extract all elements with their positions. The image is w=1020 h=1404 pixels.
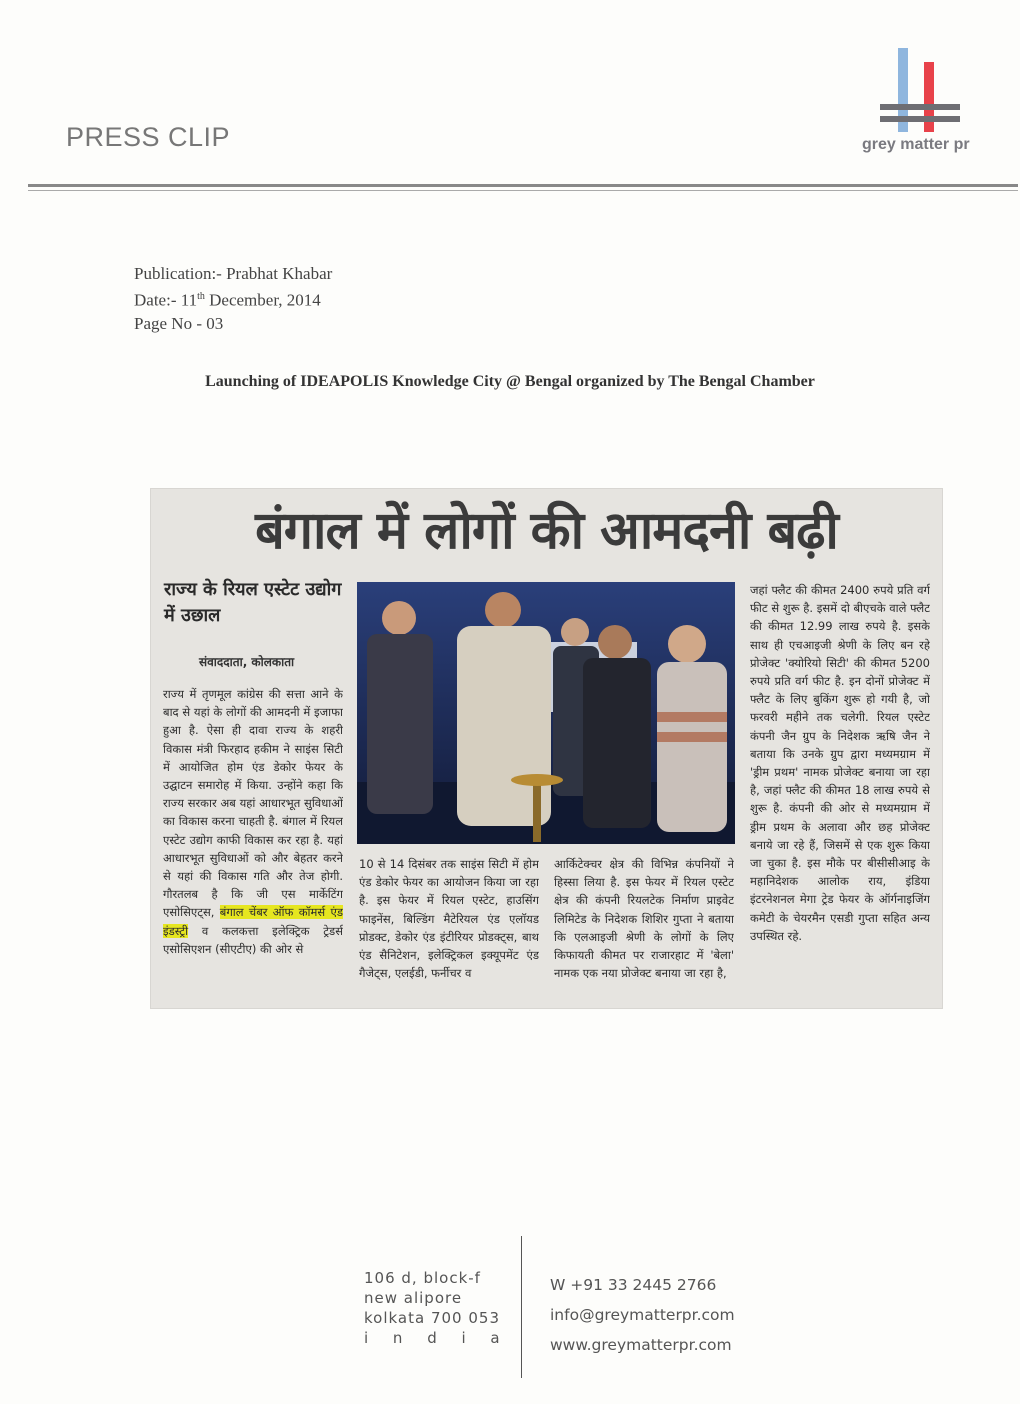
article-headline: बंगाल में लोगों की आमदनी बढ़ी (255, 501, 838, 561)
highlighted-text: बंगाल चेंबर ऑफ कॉमर्स एंड इंडस्ट्री (163, 905, 343, 938)
footer-email[interactable]: info@greymatterpr.com (550, 1306, 735, 1324)
article-column-4: जहां फ्लैट की कीमत 2400 रुपये प्रति वर्ग फीट से शुरू है. इसमें दो बीएचके वाले फ्लैट की कीमत 12.99 लाख रुपये है. इसके साथ ही एचआइजी श्रेणी के लिए बन रहे प्रोजेक्ट 'क्योरियो सिटी' की कीमत 5200 रुपये प्रति वर्ग फीट है. इन दोनों प्रोजेक्ट में फ्लैट के लिए बुकिंग शुरू हो गयी है, जो फरवरी महीने तक चलेगी. रियल एस्टेट कंपनी जैन ग्रुप के निदेशक ऋषि जैन ने बताया कि उनके ग्रुप द्वारा मध्यमग्राम में 'ड्रीम प्रथम' नामक प्रोजेक्ट बनाया जा रहा है, जहां फ्लैट की कीमत 18 लाख रुपये से शुरू है. कंपनी की ओर से मध्यमग्राम में ड्रीम प्रथम के अलावा और छह प्रोजेक्ट बनाये जा रहे हैं, जिसमें से एक शुरू किया जा चुका है. इस मौके पर बीसीसीआइ के महानिदेशक आलोक राय, इंडिया इंटरनेशनल मेगा ट्रेड फेयर के ऑर्गनाइजिंग कमेटी के चेयरमैन एसडी गुप्ता सहित अन्य उपस्थित रहे. (750, 583, 930, 943)
header-divider (28, 184, 1018, 187)
article-column-1: राज्य में तृणमूल कांग्रेस की सत्ता आने के बाद से यहां के लोगों की आमदनी में इजाफा हुआ है. ऐसा ही दावा राज्य के शहरी विकास मंत्री फिरहाद हकीम ने साइंस सिटी में आयोजित होम एंड डेकोर फेयर के उद्घाटन समारोह में किया. उन्होंने कहा कि राज्य सरकार अब यहां आधारभूत सुविधाओं का विकास करना चाहती है. बंगाल में रियल एस्टेट उद्योग काफी विकास कर रहा है. यहां आधारभूत सुविधाओं को और बेहतर करने से यहां की विकास गति और तेज होगी. गौरतलब है कि जी एस मार्केटिंग एसोसिएट्स, बंगाल चेंबर ऑफ कॉमर्स एंड इंडस्ट्री व कलकत्ता इलेक्ट्रिक ट्रेडर्स एसोसिएशन (सीएटीए) की ओर से (163, 687, 343, 956)
article-subhead: राज्य के रियल एस्टेट उद्योग में उछाल (164, 579, 342, 626)
publication-meta (134, 262, 332, 335)
newspaper-clipping (151, 489, 942, 1008)
article-byline: संवाददाता, कोलकाता (199, 655, 295, 669)
publication: Publication:- Prabhat Khabar (134, 264, 333, 283)
brand-name: grey matter pr (862, 136, 970, 153)
press-clip-label: PRESS CLIP (66, 122, 231, 152)
article-column-2: 10 से 14 दिसंबर तक साइंस सिटी में होम एंड डेकोर फेयर का आयोजन किया जा रहा है. इस फेयर में रियल एस्टेट, हाउसिंग फाइनेंस, बिल्डिंग मैटेरियल एंड एलॉयड प्रोडक्ट, डेकोर एंड इंटीरियर प्रोडक्ट्स, बाथ एंड सैनिटेशन, इलेक्ट्रिकल इक्यूपमेंट एंड गैजेट्स, एलईडी, फर्नीचर व (359, 857, 539, 981)
event-photo (357, 582, 735, 844)
article-column-3: आर्किटेक्चर क्षेत्र की विभिन्न कंपनियों ने हिस्सा लिया है. इस फेयर में रियल एस्टेट क्षेत्र की कंपनी रियलटेक निर्माण प्राइवेट लिमिटेड के निदेशक शिशिर गुप्ता ने बताया कि एलआइजी श्रेणी के लोगों के लिए किफायती कीमत पर राजारहाट में 'बेला' नामक एक नया प्रोजेक्ट बनाया जा रहा है, (554, 857, 734, 981)
footer-website[interactable]: www.greymatterpr.com (550, 1336, 732, 1354)
event-photo-image (357, 582, 735, 844)
page-number: Page No - 03 (134, 313, 224, 333)
publication-date: Date:- 11th December, 2014 (134, 290, 321, 310)
footer-contact (550, 1270, 735, 1360)
footer-divider (521, 1236, 522, 1378)
clip-caption: Launching of IDEAPOLIS Knowledge City @ Bengal organized by The Bengal Chamber (205, 373, 815, 390)
footer-address: 106 d, block-f new alipore kolkata 700 053 i n d i a (364, 1269, 510, 1347)
footer-phone: W +91 33 2445 2766 (550, 1276, 717, 1294)
header-divider-thin (28, 190, 1018, 191)
